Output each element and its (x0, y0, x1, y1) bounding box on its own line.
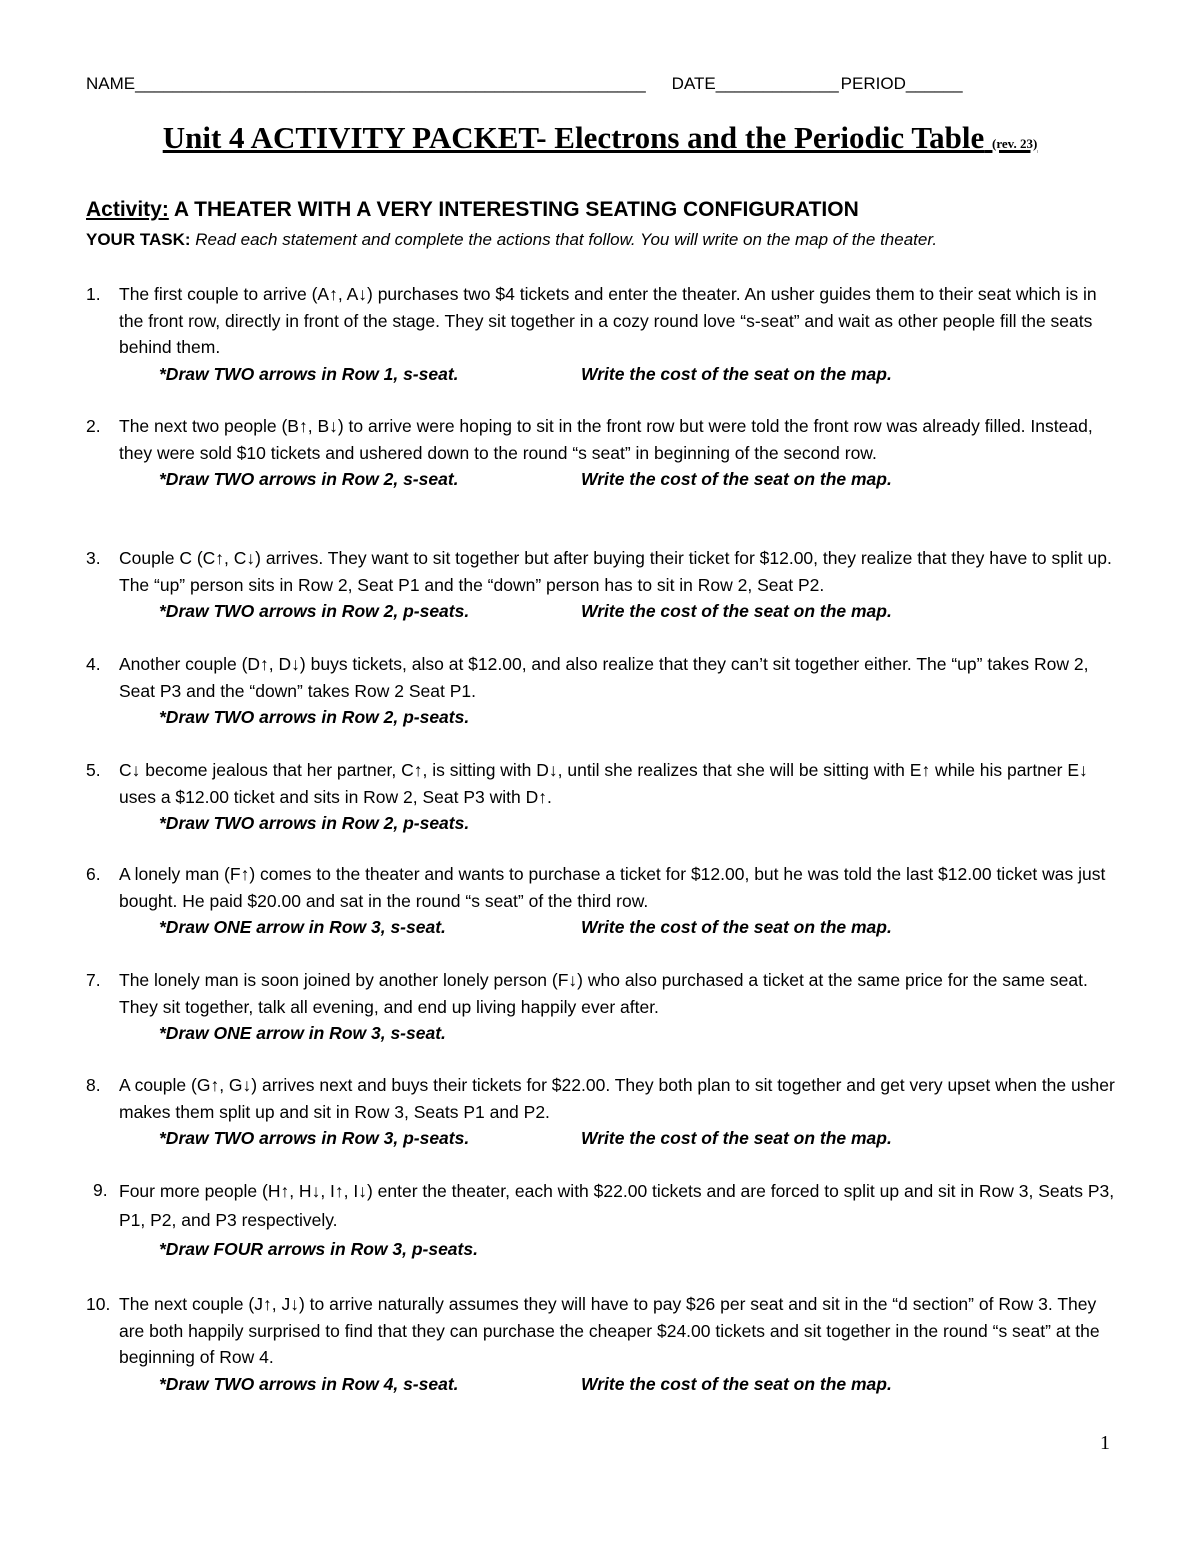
item-number: 9. (93, 1180, 108, 1200)
item-instruction-cost: Write the cost of the seat on the map. (581, 363, 892, 384)
list-item (86, 651, 1116, 731)
item-instruction-cost: Write the cost of the seat on the map. (581, 1128, 892, 1148)
item-number: 10. (86, 1294, 111, 1314)
task-label: YOUR TASK: (86, 230, 191, 249)
item-text: The next two people (B↑, B↓) to arrive were hoping to sit in the front row but were told the front row was already filled. Instead, they were sold $10 tickets and ushered down to the round “s seat” in beginning of the second row. (119, 416, 1093, 463)
item-number: 3. (86, 548, 101, 568)
item-instruction: *Draw TWO arrows in Row 2, p-seats. (159, 601, 470, 621)
item-instruction: *Draw TWO arrows in Row 1, s-seat. (159, 363, 459, 384)
item-instruction: *Draw ONE arrow in Row 3, s-seat. (159, 1023, 446, 1043)
item-instruction: *Draw TWO arrows in Row 3, p-seats. (159, 1128, 470, 1148)
list-item (86, 757, 1116, 837)
item-number: 2. (86, 416, 101, 436)
item-instruction-cost: Write the cost of the seat on the map. (581, 601, 892, 621)
page-number: 1 (1100, 1432, 1110, 1454)
item-number: 5. (86, 760, 101, 780)
item-instruction-cost: Write the cost of the seat on the map. (581, 917, 892, 937)
task-line (86, 230, 1126, 250)
item-text: A couple (G↑, G↓) arrives next and buys their tickets for $22.00. They both plan to sit together and get very upset when the usher makes them split up and sit in Row 3, Seats P1 and P2. (119, 1075, 1115, 1122)
item-text: The lonely man is soon joined by another lonely person (F↓) who also purchased a ticket at the same price for the same seat. They sit together, talk all evening, and end up living happily ever after. (119, 970, 1088, 1017)
item-text: Couple C (C↑, C↓) arrives. They want to sit together but after buying their ticket for $12.00, they realize that they have to split up. The “up” person sits in Row 2, Seat P1 and the “down” person has to sit in Row 2, Seat P2. (119, 548, 1112, 595)
list-item (86, 861, 1116, 941)
task-text: Read each statement and complete the actions that follow. You will write on the map of the theater. (195, 230, 938, 249)
list-item (86, 281, 1116, 387)
activity-label: Activity: (86, 198, 169, 221)
item-text: Four more people (H↑, H↓, I↑, I↓) enter the theater, each with $22.00 tickets and are forced to split up and sit in Row 3, Seats P3, P1, P2, and P3 respectively. (119, 1181, 1115, 1230)
period-field: PERIOD______ (840, 74, 963, 93)
item-number: 8. (86, 1075, 101, 1095)
list-item (86, 1072, 1116, 1152)
list-item (86, 413, 1116, 493)
item-instruction-cost: Write the cost of the seat on the map. (581, 1373, 892, 1394)
item-instruction: *Draw FOUR arrows in Row 3, p-seats. (159, 1239, 478, 1259)
item-number: 4. (86, 654, 101, 674)
item-text: The first couple to arrive (A↑, A↓) purchases two $4 tickets and enter the theater. An usher guides them to their seat which is in the front row, directly in front of the stage. They sit together in a cozy round love “s-seat” and wait as other people fill the seats behind them. (119, 284, 1097, 357)
list-item (86, 545, 1116, 625)
item-text: Another couple (D↑, D↓) buys tickets, also at $12.00, and also realize that they can’t sit together either. The “up” takes Row 2, Seat P3 and the “down” takes Row 2 Seat P1. (119, 654, 1089, 701)
item-text: The next couple (J↑, J↓) to arrive naturally assumes they will have to pay $26 per seat and sit in the “d section” of Row 3. They are both happily surprised to find that they can purchase the cheaper $24.00 tickets and sit together in the round “s seat” at the beginning of Row 4. (119, 1294, 1100, 1367)
page-title (0, 120, 1200, 156)
item-text: C↓ become jealous that her partner, C↑, is sitting with D↓, until she realizes that she will be sitting with E↑ while his partner E↓ uses a $12.00 ticket and sits in Row 2, Seat P3 with D↑. (119, 760, 1088, 807)
list-item (86, 967, 1116, 1047)
name-field: NAME______________________________________________________ (86, 74, 646, 93)
item-number: 1. (86, 284, 101, 304)
title-main: Unit 4 ACTIVITY PACKET- Electrons and the Periodic Table (162, 120, 985, 155)
activity-title: A THEATER WITH A VERY INTERESTING SEATING CONFIGURATION (173, 198, 859, 221)
item-number: 6. (86, 864, 101, 884)
list-item (86, 1291, 1116, 1397)
item-number: 7. (86, 970, 101, 990)
item-instruction: *Draw TWO arrows in Row 4, s-seat. (159, 1373, 459, 1394)
item-instruction: *Draw TWO arrows in Row 2, p-seats. (159, 813, 470, 833)
title-rev: (rev. 23) (992, 136, 1038, 151)
item-text: A lonely man (F↑) comes to the theater and wants to purchase a ticket for $12.00, but he was told the last $12.00 ticket was just bought. He paid $20.00 and sat in the round “s seat” of the third row. (119, 864, 1106, 911)
item-instruction: *Draw TWO arrows in Row 2, s-seat. (159, 469, 459, 489)
list-item (86, 1177, 1116, 1264)
item-instruction: *Draw ONE arrow in Row 3, s-seat. (159, 917, 446, 937)
item-instruction: *Draw TWO arrows in Row 2, p-seats. (159, 707, 470, 727)
item-instruction-cost: Write the cost of the seat on the map. (581, 469, 892, 489)
date-field: DATE_____________ (671, 74, 839, 93)
header-line (86, 74, 1066, 94)
activity-heading (86, 198, 859, 222)
